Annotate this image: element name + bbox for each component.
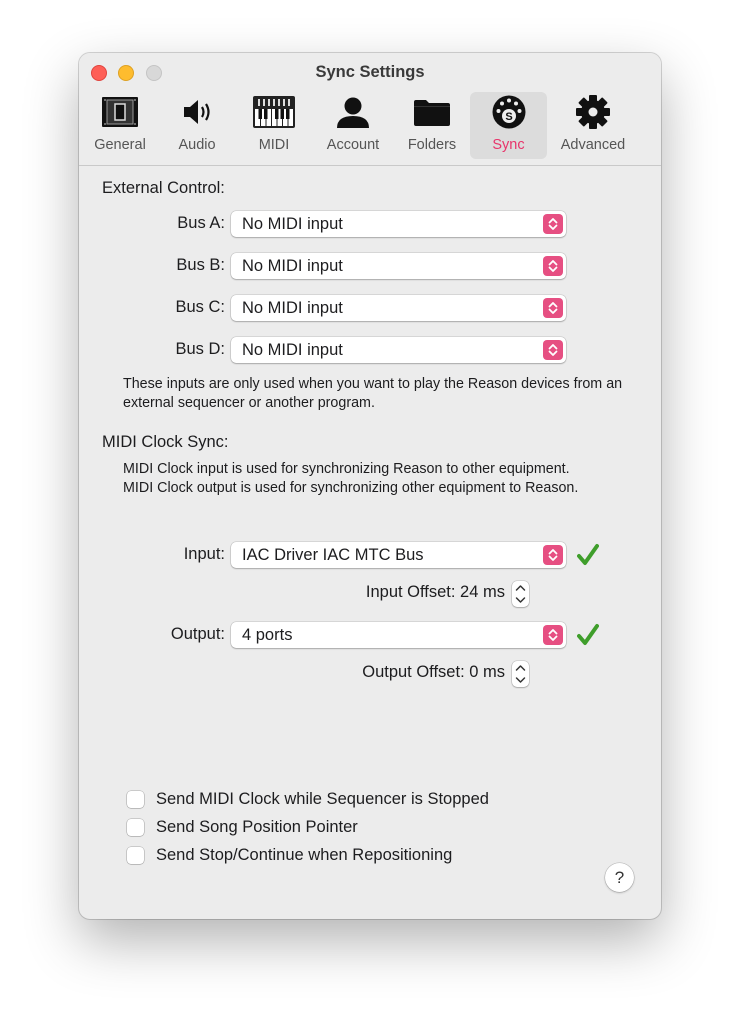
tab-sync[interactable] — [470, 92, 547, 159]
tab-label: Advanced — [560, 137, 626, 153]
external-control-note: These inputs are only used when you want to play the Reason devices from an external sequencer or another program. — [123, 376, 623, 411]
bus-c-value: No MIDI input — [242, 299, 343, 317]
checkbox-label: Send Stop/Continue when Repositioning — [156, 845, 453, 864]
user-icon — [317, 92, 389, 132]
bus-b-label: Bus B: — [176, 256, 225, 274]
option-send-song-position[interactable] — [127, 816, 358, 838]
chevron-updown-icon — [543, 625, 563, 645]
window-title: Sync Settings — [315, 63, 425, 81]
tab-account[interactable] — [317, 92, 389, 159]
folder-icon — [399, 92, 465, 132]
toolbar — [79, 53, 661, 166]
checkbox[interactable] — [127, 791, 144, 808]
option-send-midi-clock[interactable] — [127, 788, 489, 810]
tab-audio[interactable] — [165, 92, 229, 159]
svg-text:S: S — [504, 111, 513, 124]
keyboard-icon — [239, 92, 309, 132]
general-icon — [83, 92, 157, 132]
input-label: Input: — [183, 545, 225, 563]
checkmark-icon — [577, 543, 599, 572]
bus-b-value: No MIDI input — [242, 257, 343, 275]
chevron-updown-icon — [543, 545, 563, 565]
tab-midi[interactable] — [239, 92, 309, 159]
tab-advanced[interactable] — [551, 92, 635, 159]
option-send-stop-continue[interactable] — [127, 844, 452, 866]
chevron-updown-icon — [543, 298, 563, 318]
tab-label: Sync — [492, 137, 525, 153]
chevron-updown-icon — [543, 256, 563, 276]
sync-settings-window — [79, 53, 661, 919]
output-offset-label: Output Offset: 0 ms — [362, 663, 505, 681]
bus-d-popup[interactable] — [231, 337, 566, 363]
clock-output-popup[interactable] — [231, 622, 566, 648]
tab-label: MIDI — [258, 137, 290, 153]
chevron-updown-icon — [543, 214, 563, 234]
checkbox[interactable] — [127, 819, 144, 836]
bus-d-label: Bus D: — [175, 340, 225, 358]
help-button[interactable]: ? — [605, 863, 634, 892]
clock-input-value: IAC Driver IAC MTC Bus — [242, 546, 424, 564]
input-offset-label: Input Offset: 24 ms — [365, 583, 505, 601]
bus-c-label: Bus C: — [175, 298, 225, 316]
bus-b-popup[interactable] — [231, 253, 566, 279]
tab-label: Account — [326, 137, 380, 153]
tab-label: General — [94, 137, 146, 153]
external-control-heading: External Control: — [102, 179, 225, 197]
tab-general[interactable] — [83, 92, 157, 159]
chevron-updown-icon — [543, 340, 563, 360]
tab-label: Audio — [178, 137, 216, 153]
clock-input-popup[interactable] — [231, 542, 566, 568]
gear-icon — [551, 92, 635, 132]
midi-clock-description: MIDI Clock input is used for synchronizing Reason to other equipment. MIDI Clock output is used for synchronizing other equipment to Reason. — [123, 461, 579, 496]
midi-clock-heading: MIDI Clock Sync: — [102, 433, 229, 451]
bus-d-value: No MIDI input — [242, 341, 343, 359]
bus-a-label: Bus A: — [177, 214, 225, 232]
tab-label: Folders — [407, 137, 457, 153]
input-offset-stepper[interactable] — [512, 581, 529, 607]
tab-folders[interactable] — [399, 92, 465, 159]
checkbox-label: Send Song Position Pointer — [156, 817, 358, 836]
output-offset-stepper[interactable] — [512, 661, 529, 687]
bus-a-popup[interactable] — [231, 211, 566, 237]
bus-c-popup[interactable] — [231, 295, 566, 321]
checkbox-label: Send MIDI Clock while Sequencer is Stopped — [156, 789, 489, 808]
checkmark-icon — [577, 623, 599, 652]
checkbox[interactable] — [127, 847, 144, 864]
bus-a-value: No MIDI input — [242, 215, 343, 233]
clock-output-value: 4 ports — [242, 626, 293, 644]
sync-icon — [470, 92, 547, 132]
output-label: Output: — [170, 625, 225, 643]
speaker-icon — [165, 92, 229, 132]
